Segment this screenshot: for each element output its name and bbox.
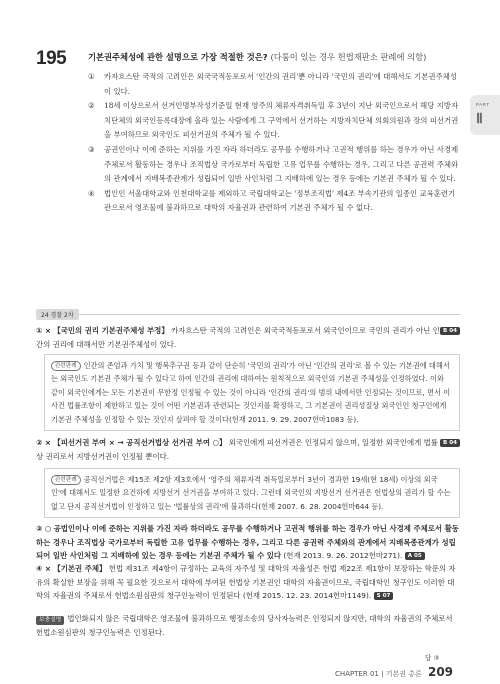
answer-heading: 【기본권 주체】	[53, 564, 107, 573]
option-mark: ④	[88, 188, 95, 198]
related-case-cite: (헌재 2007. 6. 28. 2004헌마644 등).	[258, 501, 384, 511]
question-stem-paren: (다툼이 있는 경우 헌법재판소 판례에 의함)	[270, 52, 427, 62]
related-case-text: 인간의 존엄과 가치 및 행복추구권 등과 같이 단순히 '국민의 권리'가 아닌 '인간의 권리'로 볼 수 있는 기본권에 대해서는 외국인도 기본권 주체가 될 수 있다고 하여 인간의 권리에 대하여는 원칙적으로 외국인의 기본권 주체성을 인정하였다. 이와 같이 외국인에게는 모든 기본권이 무한정 인정될 수 있는 것이 아니라 '인간의 권리'의 범위 내에서만 인정되는 것이므로, 면서 이 사건 법률조항이 제한하고 있는 것이 어떤 기본권과 관련되는 것인지를 확정하고, 그 기본권이 권리성질상 외국인인 청구인에게 기본권 주체성을 인정할 수 있는 것인지 살펴야 할 것이다	[51, 361, 451, 424]
answer-mark: ② ×	[36, 438, 52, 447]
option-2	[88, 99, 460, 143]
answer-key: 답 ③	[425, 654, 440, 662]
question-stem-text: 기본권주체성에 관한 설명으로 가장 적절한 것은?	[88, 52, 268, 62]
option-text: 18세 이상으로서 선거인명부작성기준일 현재 영주의 체류자격취득일 후 3년이 지난 외국인으로서 해당 지방자치단체의 외국인등록대장에 올라 있는 사람에게 그 구역에서 선거하는 지방자치단체 의회의원과 장의 피선거권을 부여하므로 외국인도 피선거권의 주체가 될 수 있다.	[104, 101, 459, 140]
supplementary-tag: 보충설명	[36, 616, 64, 625]
answer-1	[36, 324, 460, 351]
option-list	[88, 70, 460, 216]
answer-heading: 【국민의 권리 기본권주체성 부정】	[53, 326, 169, 335]
option-mark: ②	[88, 101, 95, 111]
related-case-tag: 관련판례	[51, 475, 81, 485]
option-text: 법인인 서울대학교와 인천대학교를 제외하고 국립대학교는 '정부조직법' 제4조 부속기관의 일종인 교육훈련기관으로서 영조물에 불과하므로 대학의 자율권과 관련하여 기본권 주체가 될 수 없다.	[104, 188, 456, 213]
supplementary-note	[36, 612, 460, 639]
page-footer	[335, 665, 453, 679]
related-case-cite: (헌재 2011. 9. 29. 2007헌마1083 등).	[228, 414, 359, 424]
related-case-text: 공직선거법은 제15조 제2항 제3호에서 '영주의 체류자격 취득일로부터 3년이 경과한 19세(현 18세) 이상의 외국인'에 대해서도 일정한 요건하에 지방선거 선거권을 부여하고 있다. 그런데 외국인의 지방선거 선거권은 헌법상의 권리가 할 수는 없고 단지 공직선거법이 인정하고 있는 '법률상의 권리'에 불과하다	[51, 475, 451, 511]
option-text: 카자흐스탄 국적의 고려인은 외국국적동포로서 '인간의 권리'뿐 아니라 '국민의 권리'에 대해서도 기본권주체성이 있다.	[104, 72, 457, 96]
answer-heading: 【피선거권 부여 × → 공직선거법상 선거권 부여 ○】	[53, 438, 227, 447]
difficulty-badge: B 04	[440, 439, 460, 447]
question-number: 195	[36, 48, 67, 69]
related-case-box-2	[44, 468, 460, 518]
option-mark: ①	[88, 72, 95, 81]
footer-chapter: CHAPTER 01	[335, 670, 379, 678]
answer-cite: (헌재 2015. 12. 23. 2014헌마1149).	[242, 591, 372, 601]
related-case-box-1	[44, 354, 460, 431]
answer-mark: ③ ○	[36, 524, 52, 533]
answer-3	[36, 522, 460, 563]
footer-separator: |	[381, 670, 384, 678]
supplementary-text: 법인화되지 않은 국립대학은 영조물에 불과하므로 행정소송의 당사자능력은 인정되지 않지만, 대학의 자율권의 주체로서 헌법소원심판의 청구인능력은 인정된다.	[36, 614, 453, 637]
answer-text: 카자흐스탄 국적의 고려인은 외국국적동포로서 외국인이므로 국민의 권리가 아닌 인간의 권리에 대해서만 기본권주체성이 있다.	[36, 326, 440, 349]
answer-text: 외국인에게 피선거권은 인정되지 않으며, 일정한 외국인에게 법률상 권리로서 지방선거권이 인정될 뿐이다.	[36, 438, 438, 461]
part-numeral: Ⅱ	[476, 112, 483, 127]
question-stem	[88, 51, 458, 63]
source-tag: 24 경찰 2차	[36, 309, 79, 320]
answer-mark: ① ×	[36, 326, 52, 335]
option-mark: ③	[88, 144, 95, 154]
section-divider	[36, 314, 460, 315]
answer-4	[36, 562, 460, 603]
answer-text: 공법인이나 이에 준하는 지위를 가진 자라 하더라도 공무를 수행하거나 고권적 행위를 하는 경우가 아닌 사경제 주체로서 활동하는 경우나 조직법상 국가로부터 독립한 고유 업무를 수행하는 경우, 그리고 다른 공권력 주체와의 관계에서 지배복종관계가 성립되어 일반 사인처럼 그 지배하에 있는 경우 등에는 기본권 주체가 될 수 있다	[36, 524, 459, 561]
related-case-tag: 관련판례	[51, 361, 81, 371]
difficulty-badge: S 07	[374, 592, 394, 600]
answer-2	[36, 436, 460, 463]
option-text: 공권인이나 이에 준하는 지위를 가진 자라 하더라도 공무를 수행하거나 고권적 행위를 하는 경우가 아닌 사경제 주체로서 활동하는 경우나 조직법상 국가로부터 독립한 고유 업무를 수행하는 경우, 그리고 다른 공권력 주체와의 관계에서 지배복종관계가 성립되어 일반 사인처럼 그 지배하에 있는 경우 등에는 기본권 주체가 될 수 있다.	[104, 144, 459, 184]
answer-mark: ④ ×	[36, 564, 52, 573]
answer-cite: (헌재 2013. 9. 26. 2012헌마271).	[283, 551, 403, 561]
option-1	[88, 70, 460, 99]
difficulty-badge: B 04	[440, 327, 460, 335]
answer-text: 헌법 제31조 제4항이 규정하는 교육의 자주성 및 대학의 자율성은 헌법 제22조 제1항이 보장하는 학문의 자유의 확실한 보장을 위해 꼭 필요한 것으로서 대학에 부여된 헌법상 기본권인 대학의 자율권이므로, 국립대학인 청구인도 이러한 대학의 자율권의 주체로서 헌법소원심판의 청구인능력이 인정된다	[36, 564, 456, 601]
page-number: 209	[427, 665, 454, 679]
part-side-tab	[470, 95, 500, 135]
option-3	[88, 143, 460, 187]
footer-title: 기본권 총론	[385, 670, 422, 678]
part-label: PART	[476, 102, 490, 107]
option-4	[88, 187, 460, 216]
difficulty-badge: A 05	[405, 552, 425, 560]
